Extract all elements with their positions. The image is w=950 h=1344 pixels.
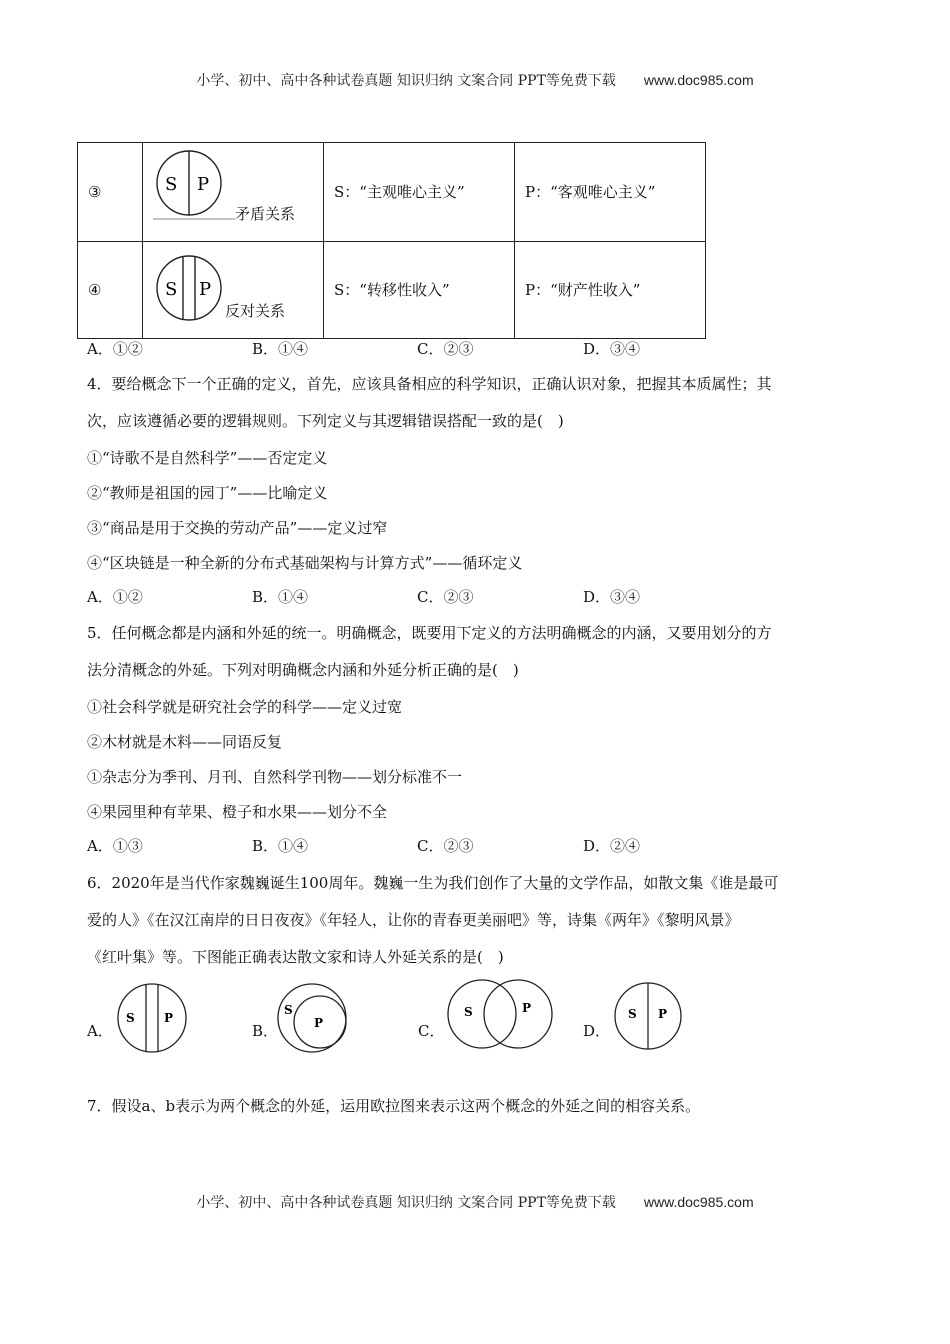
row-number: ④ xyxy=(78,242,143,339)
label-s: S xyxy=(464,1005,473,1019)
q5-options xyxy=(87,835,787,857)
relation-label: 矛盾关系 xyxy=(235,205,296,223)
p-concept: P：“财产性收入” xyxy=(515,242,706,339)
circle-label-p: P xyxy=(199,279,212,300)
p-concept: P：“客观唯心主义” xyxy=(515,143,706,242)
option-c[interactable]: C．②③ xyxy=(417,837,474,855)
diagram-c[interactable] xyxy=(442,976,562,1052)
label-p: P xyxy=(164,1011,174,1025)
table-row xyxy=(78,242,706,339)
relation-table xyxy=(77,142,706,339)
label-p: P xyxy=(522,1001,532,1015)
footer-site: www.doc985.com xyxy=(643,1194,754,1210)
option-c[interactable]: C．②③ xyxy=(417,588,474,606)
label-s: S xyxy=(284,1003,293,1017)
q5-item: ①社会科学就是研究社会学的科学——定义过宽 xyxy=(87,698,403,716)
q4-item: ②“教师是祖国的园丁”——比喻定义 xyxy=(87,484,328,502)
q5-stem-line2: 法分清概念的外延。下列对明确概念内涵和外延分析正确的是( ) xyxy=(87,661,519,679)
header-text: 小学、初中、高中各种试卷真题 知识归纳 文案合同 PPT等免费下载 xyxy=(196,73,616,89)
option-b[interactable]: B．①④ xyxy=(252,340,309,358)
page-footer xyxy=(0,1192,950,1212)
q6-stem-line3: 《红叶集》等。下图能正确表达散文家和诗人外延关系的是( ) xyxy=(87,948,504,966)
option-a[interactable]: A． xyxy=(87,1022,113,1040)
diagram-d[interactable] xyxy=(610,980,690,1056)
option-c[interactable]: C．②③ xyxy=(417,340,474,358)
label-s: S xyxy=(126,1011,135,1025)
header-site: www.doc985.com xyxy=(643,72,754,88)
circle-label-s: S xyxy=(165,279,178,300)
label-p: P xyxy=(314,1016,324,1030)
q5-item: ④果园里种有苹果、橙子和水果——划分不全 xyxy=(87,803,388,821)
option-b[interactable]: B． xyxy=(252,1022,279,1040)
q4-item: ③“商品是用于交换的劳动产品”——定义过窄 xyxy=(87,519,388,537)
option-d[interactable]: D．③④ xyxy=(583,340,641,358)
relation-label: 反对关系 xyxy=(225,302,286,320)
q6-stem-line2: 爱的人》《在汉江南岸的日日夜夜》《年轻人，让你的青春更美丽吧》等，诗集《两年》《黎明风景》 xyxy=(87,911,740,929)
page-header xyxy=(0,70,950,90)
footer-text: 小学、初中、高中各种试卷真题 知识归纳 文案合同 PPT等免费下载 xyxy=(196,1195,616,1211)
option-c[interactable]: C． xyxy=(418,1022,445,1040)
option-b[interactable]: B．①④ xyxy=(252,588,309,606)
diagram-cell xyxy=(143,143,324,242)
option-a[interactable]: A．①② xyxy=(87,588,143,606)
diagram-a[interactable] xyxy=(112,980,192,1056)
q5-item: ①杂志分为季刊、月刊、自然科学刊物——划分标准不一 xyxy=(87,768,463,786)
table-row xyxy=(78,143,706,242)
q4-item: ①“诗歌不是自然科学”——否定定义 xyxy=(87,449,328,467)
s-concept: S：“转移性收入” xyxy=(324,242,515,339)
q6-stem-line1: 6．2020年是当代作家魏巍诞生100周年。魏巍一生为我们创作了大量的文学作品，如散文集《谁是最可 xyxy=(87,874,779,892)
q5-item: ②木材就是木料——同语反复 xyxy=(87,733,283,751)
q4-options xyxy=(87,586,787,608)
label-s: S xyxy=(628,1007,637,1021)
q4-stem-line1: 4．要给概念下一个正确的定义，首先，应该具备相应的科学知识，正确认识对象，把握其本质属性；其 xyxy=(87,375,772,393)
diagram-cell xyxy=(143,242,324,339)
q7-stem: 7．假设a、b表示为两个概念的外延，运用欧拉图来表示这两个概念的外延之间的相容关系。 xyxy=(87,1097,701,1115)
q4-stem-line2: 次，应该遵循必要的逻辑规则。下列定义与其逻辑错误搭配一致的是( ) xyxy=(87,412,564,430)
circle-label-s: S xyxy=(165,174,178,195)
option-d[interactable]: D．②④ xyxy=(583,837,641,855)
row-number: ③ xyxy=(78,143,143,242)
circle-label-p: P xyxy=(197,174,210,195)
option-d[interactable]: D．③④ xyxy=(583,588,641,606)
label-p: P xyxy=(658,1007,668,1021)
option-d[interactable]: D． xyxy=(583,1022,611,1040)
diagram-b[interactable] xyxy=(276,980,356,1056)
contradiction-diagram xyxy=(143,143,323,237)
q3-options xyxy=(87,338,787,360)
q4-item: ④“区块链是一种全新的分布式基础架构与计算方式”——循环定义 xyxy=(87,554,523,572)
q5-stem-line1: 5．任何概念都是内涵和外延的统一。明确概念，既要用下定义的方法明确概念的内涵，又要用划分的方 xyxy=(87,624,772,642)
option-a[interactable]: A．①② xyxy=(87,340,143,358)
s-concept: S：“主观唯心主义” xyxy=(324,143,515,242)
option-b[interactable]: B．①④ xyxy=(252,837,309,855)
option-a[interactable]: A．①③ xyxy=(87,837,143,855)
